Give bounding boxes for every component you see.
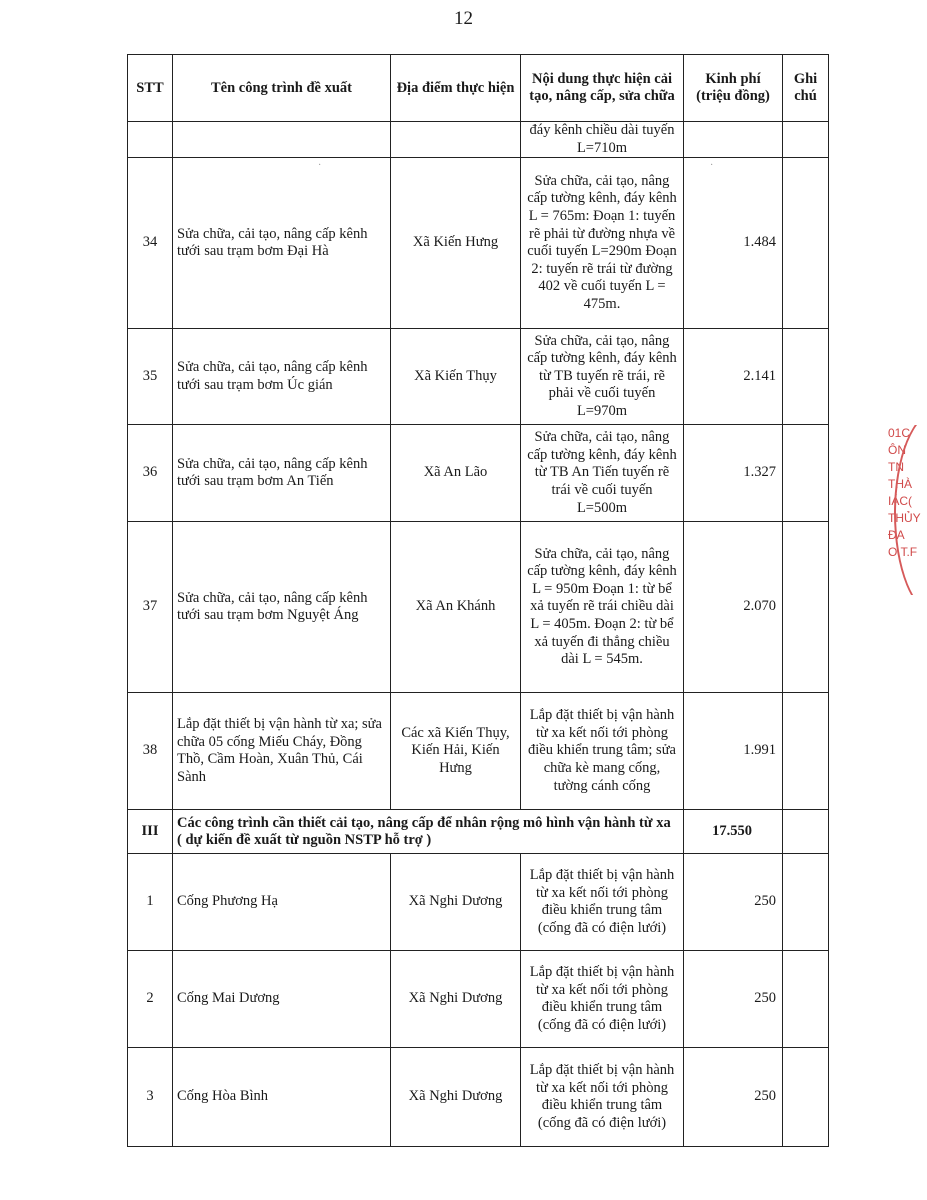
row-location: Xã An Khánh — [391, 522, 521, 693]
stamp-line: THÀ — [888, 477, 912, 491]
row-note — [783, 693, 829, 810]
continuation-content: đáy kênh chiều dài tuyến L=710m — [521, 122, 684, 158]
row-note — [783, 1048, 829, 1147]
row-cost: 250 — [684, 1048, 783, 1147]
stamp-line: ĐA — [888, 528, 905, 542]
row-note — [783, 854, 829, 951]
section-cost: 17.550 — [684, 810, 783, 854]
row-content: Sửa chữa, cải tạo, nâng cấp tường kênh, đáy kênh từ TB An Tiến tuyến rẽ trái về cuối tuyến L=500m — [521, 425, 684, 522]
table-row — [128, 693, 829, 810]
scan-speck: · — [710, 160, 714, 171]
table-row — [128, 158, 829, 329]
row-location: Xã Nghi Dương — [391, 854, 521, 951]
row-project-name: Sửa chữa, cải tạo, nâng cấp kênh tưới sau trạm bơm An Tiến — [173, 425, 391, 522]
row-cost: 250 — [684, 951, 783, 1048]
row-project-name: Lắp đặt thiết bị vận hành từ xa; sửa chữa 05 cống Miếu Cháy, Đồng Thồ, Cầm Hoàn, Xuân Thủ, Cái Sành — [173, 693, 391, 810]
row-content: Lắp đặt thiết bị vận hành từ xa kết nối tới phòng điều khiển trung tâm (cống đã có điện lưới) — [521, 854, 684, 951]
page-number: 12 — [454, 8, 473, 29]
scan-speck: · — [318, 160, 322, 171]
row-location: Xã Nghi Dương — [391, 1048, 521, 1147]
row-cost: 1.991 — [684, 693, 783, 810]
stamp-line: 01C — [888, 426, 911, 440]
row-note — [783, 329, 829, 425]
row-project-name: Sửa chữa, cải tạo, nâng cấp kênh tưới sau trạm bơm Úc gián — [173, 329, 391, 425]
row-content: Sửa chữa, cải tạo, nâng cấp tường kênh, đáy kênh L = 950m Đoạn 1: từ bể xả tuyến rẽ trái chiều dài L = 405m. Đoạn 2: từ bể xả tuyến đi thẳng chiều dài L = 545m. — [521, 522, 684, 693]
header-note: Ghi chú — [783, 55, 829, 122]
table-body — [128, 122, 829, 1147]
row-cost: 1.484 — [684, 158, 783, 329]
row-cost: 2.141 — [684, 329, 783, 425]
table-row — [128, 329, 829, 425]
row-project-name: Sửa chữa, cải tạo, nâng cấp kênh tưới sau trạm bơm Nguyệt Áng — [173, 522, 391, 693]
row-content: Lắp đặt thiết bị vận hành từ xa kết nối tới phòng điều khiển trung tâm; sửa chữa kè mang cống, tường cánh cống — [521, 693, 684, 810]
project-table — [127, 54, 829, 1147]
row-content: Sửa chữa, cải tạo, nâng cấp tường kênh, đáy kênh L = 765m: Đoạn 1: tuyến rẽ phải từ đường nhựa về cuối tuyến L=290m Đoạn 2: tuyến rẽ trái từ đường 402 về cuối tuyến L = 475m. — [521, 158, 684, 329]
stamp-line: THỦY — [888, 511, 921, 525]
row-stt: 3 — [128, 1048, 173, 1147]
table-row — [128, 1048, 829, 1147]
table-row — [128, 425, 829, 522]
header-location: Địa điểm thực hiện — [391, 55, 521, 122]
header-stt: STT — [128, 55, 173, 122]
row-stt: 35 — [128, 329, 173, 425]
header-name: Tên công trình đề xuất — [173, 55, 391, 122]
row-stt: 34 — [128, 158, 173, 329]
table-row — [128, 854, 829, 951]
stamp-line: O T.F — [888, 545, 918, 559]
row-project-name: Cống Mai Dương — [173, 951, 391, 1048]
section-note — [783, 810, 829, 854]
section-number: III — [128, 810, 173, 854]
row-location: Xã Nghi Dương — [391, 951, 521, 1048]
table-row — [128, 522, 829, 693]
row-content: Lắp đặt thiết bị vận hành từ xa kết nối tới phòng điều khiển trung tâm (cống đã có điện lưới) — [521, 951, 684, 1048]
row-location: Xã An Lão — [391, 425, 521, 522]
row-project-name: Cống Phương Hạ — [173, 854, 391, 951]
row-note — [783, 158, 829, 329]
stamp-line: TN — [888, 460, 904, 474]
red-stamp-fragment — [888, 425, 927, 595]
header-cost: Kinh phí (triệu đồng) — [684, 55, 783, 122]
row-cost: 2.070 — [684, 522, 783, 693]
row-stt: 2 — [128, 951, 173, 1048]
row-cost: 1.327 — [684, 425, 783, 522]
row-location: Xã Kiến Thụy — [391, 329, 521, 425]
section-title: Các công trình cần thiết cải tạo, nâng cấp để nhân rộng mô hình vận hành từ xa ( dự kiến đề xuất từ nguồn NSTP hỗ trợ ) — [173, 810, 684, 854]
table-header-row — [128, 55, 829, 122]
row-stt: 37 — [128, 522, 173, 693]
table-row — [128, 951, 829, 1048]
header-content: Nội dung thực hiện cải tạo, nâng cấp, sửa chữa — [521, 55, 684, 122]
stamp-line: ÔN — [888, 443, 906, 457]
row-location: Xã Kiến Hưng — [391, 158, 521, 329]
row-content: Sửa chữa, cải tạo, nâng cấp tường kênh, đáy kênh từ TB tuyến rẽ trái, rẽ phải về cuối tuyến L=970m — [521, 329, 684, 425]
row-project-name: Cống Hòa Bình — [173, 1048, 391, 1147]
row-content: Lắp đặt thiết bị vận hành từ xa kết nối tới phòng điều khiển trung tâm (cống đã có điện lưới) — [521, 1048, 684, 1147]
row-stt: 1 — [128, 854, 173, 951]
stamp-line: IÁC( — [888, 494, 912, 508]
row-stt: 38 — [128, 693, 173, 810]
row-note — [783, 951, 829, 1048]
continuation-row — [128, 122, 829, 158]
row-project-name: Sửa chữa, cải tạo, nâng cấp kênh tưới sau trạm bơm Đại Hà — [173, 158, 391, 329]
row-cost: 250 — [684, 854, 783, 951]
row-note — [783, 522, 829, 693]
row-stt: 36 — [128, 425, 173, 522]
row-location: Các xã Kiến Thụy, Kiến Hải, Kiến Hưng — [391, 693, 521, 810]
row-note — [783, 425, 829, 522]
section-row — [128, 810, 829, 854]
